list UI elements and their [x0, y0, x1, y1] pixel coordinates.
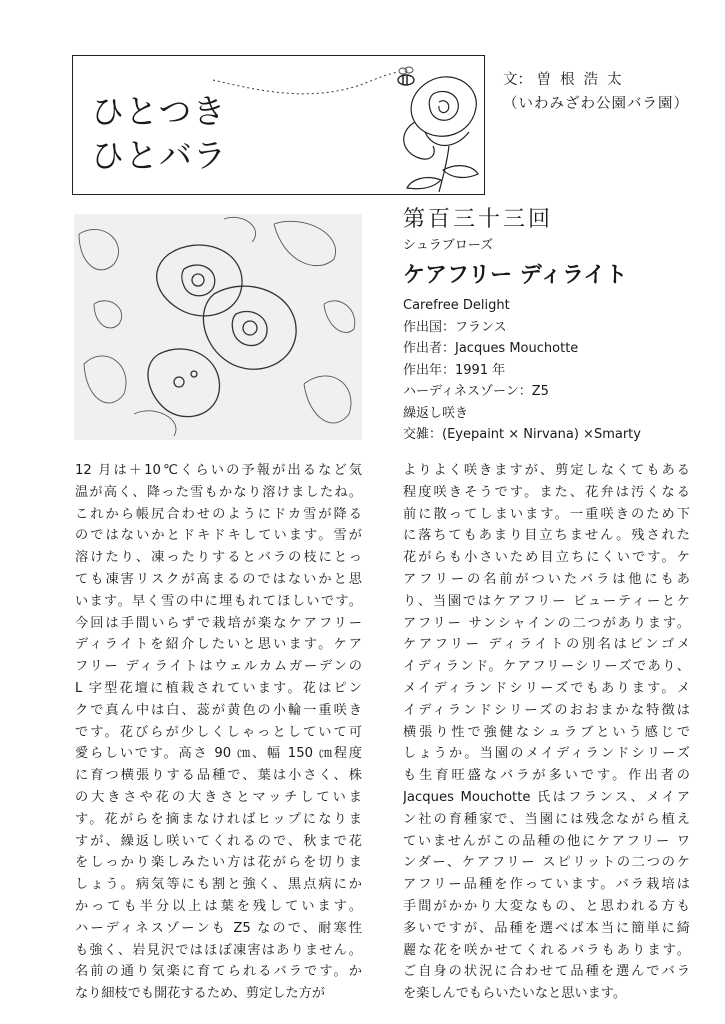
rose-name: ケアフリー ディライト	[403, 263, 628, 288]
body-text-line: かっても半分以上は葉を残しています。	[75, 898, 362, 914]
body-text-line: アフリー品種を作っています。バラ栽培は	[403, 877, 690, 893]
body-text-line: ご自身の状況に合わせて品種を選んでバラ	[403, 964, 690, 980]
author-affiliation: （いわみざわ公園バラ園）	[503, 96, 689, 112]
rose-photo	[74, 214, 362, 440]
author-name: 曽根浩太	[536, 72, 631, 88]
body-text-line: ディライトを紹介したいと思います。ケア	[75, 637, 362, 653]
body-text-line: よりよく咲きますが、剪定しなくてもある	[403, 463, 690, 478]
body-text-line: に育つ横張りする品種で、葉は小さく、株	[75, 768, 362, 784]
body-text-line: イディランド。ケアフリーシリーズであり、	[403, 659, 690, 675]
body-text-line: 12 月は＋10℃くらいの予報が出るなど気	[75, 463, 362, 478]
series-title-line-1: ひとつき	[91, 92, 227, 131]
body-text-line: なり細枝でも開花するため、剪定した方が	[75, 986, 326, 1002]
body-text-line: に落ちてもあまり目立ちません。残された	[403, 528, 690, 544]
body-text-line: です。花びらが少しくしゃっとしていて可	[75, 724, 362, 740]
body-text-line: 麗な花を咲かせてくれるバラもあります。	[403, 942, 690, 958]
body-text-line: すが、繰返し咲いてくれるので、秋まで花	[75, 833, 362, 849]
body-text-line: ケアフリー ディライトの別名はビンゴメ	[403, 637, 690, 653]
bee-icon	[398, 67, 414, 85]
body-text-line: 溶けたり、凍ったりするとバラの枝にとっ	[75, 550, 362, 566]
body-text-line: これから帳尻合わせのようにドカ雪が降る	[75, 506, 362, 522]
body-text-line: フリー ディライトはウェルカムガーデンの	[75, 659, 362, 675]
spec-bloom: 繰返し咲き	[403, 405, 469, 421]
spec-breeder: 作出者：Jacques Mouchotte	[403, 341, 579, 356]
body-text-line: クで真ん中は白、蕊が黄色の小輪一重咲き	[75, 702, 362, 718]
body-text-line: 手間がかかり大変なもの、と思われる方も	[403, 898, 690, 914]
body-text-line: す。花がらを摘まなければヒップになりま	[75, 811, 362, 827]
body-text-line: 名前の通り気楽に育てられるバラです。か	[75, 964, 362, 980]
body-text-line: 前に散ってしまいます。一重咲きのため下	[403, 506, 690, 522]
spec-english-name: Carefree Delight	[403, 298, 510, 313]
body-text-line: イディランドシリーズのおおまかな特徴は	[403, 702, 690, 718]
body-text-line: り、当園ではケアフリー ビューティーとケ	[403, 593, 690, 609]
body-text-line: います。早く雪の中に埋もれてほしいです。	[75, 593, 362, 609]
body-column-right	[403, 460, 690, 1005]
series-header-box	[72, 55, 485, 195]
body-text-line: も強く、岩見沢ではほぼ凍害はありません。	[75, 942, 362, 958]
rose-category: シュラブローズ	[403, 238, 494, 253]
body-text-line: を楽しんでもらいたいなと思います。	[403, 986, 627, 1002]
spec-parentage: 交雑：(Eyepaint × Nirvana) ×Smarty	[403, 427, 641, 442]
episode-number: 第百三十三回	[403, 207, 554, 232]
rose-info-panel	[403, 203, 703, 446]
body-text-line: アフリー サンシャインの二つがあります。	[403, 615, 690, 631]
spec-country: 作出国：フランス	[403, 319, 507, 335]
author-label: 文：	[503, 72, 532, 88]
body-text-line: Jacques Mouchotte 氏はフランス、メイア	[403, 789, 690, 805]
body-column-left	[75, 460, 362, 1005]
spec-year: 作出年：1991 年	[403, 362, 506, 378]
rose-drawing	[404, 77, 478, 192]
body-text-line: ハーディネスゾーンも Z5 なので、耐寒性	[75, 920, 362, 936]
body-text-line: アフリーの名前がついたバラは他にもあ	[403, 571, 690, 587]
spec-hardiness-zone: ハーディネスゾーン：Z5	[403, 384, 549, 399]
series-title-line-2: ひとバラ	[91, 136, 227, 175]
author-credit	[503, 68, 689, 116]
body-text-line: 温が高く、降った雪もかなり溶けましたね。	[75, 484, 362, 500]
body-text-line: 多いですが、品種を選べば本当に簡単に綺	[403, 920, 690, 936]
body-text-line: しょう。病気等にも割と強く、黒点病にか	[75, 877, 362, 893]
body-text-line: 程度咲きそうです。また、花弁は汚くなる	[403, 484, 690, 500]
body-text-line: をしっかり楽しみたい方は花がらを切りま	[75, 855, 362, 871]
rose-and-bee-illustration	[193, 62, 483, 192]
body-text-line: のではないかとドキドキしています。雪が	[75, 528, 362, 544]
body-text-line: も生育旺盛なバラが多いです。作出者の	[403, 768, 690, 784]
body-text-line: の大きさや花の大きさとマッチしていま	[75, 789, 362, 805]
body-text-line: 愛らしいです。高さ 90 ㎝、幅 150 ㎝程度	[75, 746, 362, 762]
body-text-line: しょうか。当園のメイディランドシリーズ	[403, 746, 690, 762]
body-text-line: ン社の育種家で、当園には残念ながら植え	[403, 811, 690, 827]
body-text-line: メイディランドシリーズでもあります。メ	[403, 680, 690, 696]
body-text-line: 横張り性で強健なシュラブという感じで	[403, 724, 690, 740]
body-text-line: 花がらも小さいため目立ちにくいです。ケ	[403, 550, 690, 566]
body-text-line: L 字型花壇に植栽されています。花はピン	[75, 680, 362, 696]
body-text-line: ていませんがこの品種の他にケアフリー ワ	[403, 833, 690, 849]
body-text-line: 今回は手間いらずで栽培が楽なケアフリー	[75, 615, 362, 631]
body-text-line: ても凍害リスクが高まるのではないかと思	[75, 571, 362, 587]
body-text-line: ンダー、ケアフリー スピリットの二つのケ	[403, 855, 690, 871]
